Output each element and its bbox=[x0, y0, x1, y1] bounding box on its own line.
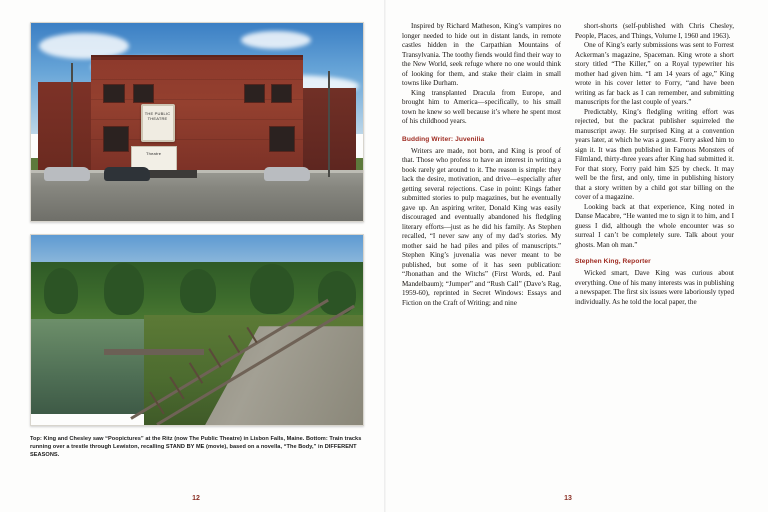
section-heading-juvenilia: Budding Writer: Juvenilia bbox=[402, 135, 485, 143]
page-number-right: 13 bbox=[564, 495, 572, 502]
book-gutter bbox=[384, 0, 386, 512]
paragraph: short-shorts (self-published with Chris Chesley, People, Places, and Things, Volume I, 1960 and 1963). bbox=[575, 22, 734, 40]
parked-car bbox=[264, 167, 310, 181]
adjacent-building-left bbox=[38, 82, 98, 169]
paragraph: Predictably, King’s fledgling writing effort was rejected, but the packrat publisher squirreled the manuscript away. He surprised King at a convention years later, at which he was a guest. Forry asked him to sign it. It was then published in Famous Monsters of Filmland, thirty-three years after King had submitted it. For that story, Forry paid him $25 by check. It may well be the first, and only, time in publishing history that a story written by a child got star billing on the cover of a magazine. bbox=[575, 107, 734, 201]
utility-pole bbox=[71, 63, 73, 178]
paragraph: King transplanted Dracula from Europe, and brought him to America—specifically, to his small town he knew so well because it’s where he spent most of his childhood years. bbox=[402, 88, 561, 125]
theatre-sign-text: Theatre bbox=[146, 150, 162, 156]
left-folio-wrap bbox=[30, 495, 362, 502]
utility-pole bbox=[328, 71, 330, 178]
cloud bbox=[241, 31, 311, 49]
paragraph: Writers are made, not born, and King is proof of that. Those who profess to have an interest in writing a book rarely get around to it. The reason is simple: they lack the desire, motivation, and drive—especially after getting several rejections. Case in point: Kings father submitted stories to pulp magazines, but he eventually gave up. An aspiring writer, Donald King was easily discouraged and eventually abandoned his fledgling literary efforts—just as he did his family. As Stephen recalled, “I never saw any of my dad’s stories. My mother said he had piles and piles of manuscripts.” Stephen King’s juvenalia was never meant to be published, but some of it has seen publication: “Jhonathan and the Witchs” (First Words, ed. Paul Mandelbaum); “Jumper” and “Rush Call” (Dave’s Rag, 1959-60), reprinted in Secret Windows: Essays and Fiction on the Craft of Writing; and nine bbox=[402, 146, 561, 307]
ritz-theatre-photo bbox=[30, 22, 364, 222]
text-columns bbox=[402, 22, 734, 454]
parked-car bbox=[104, 167, 150, 181]
theatre-marquee bbox=[141, 104, 175, 142]
train-tracks-photo bbox=[30, 234, 364, 426]
trestle-bridge bbox=[104, 349, 204, 355]
column-one bbox=[402, 22, 561, 454]
brick-theatre-building bbox=[91, 57, 303, 170]
parked-car bbox=[44, 167, 90, 181]
paragraph: One of King’s early submissions was sent to Forrest Ackerman’s magazine, Spaceman. King wrote a short story titled “The Killer,” on a Royal typewriter his mother had given him. “I am 14 years of age,” King wrote in his cover letter to Forry, “and have been writing as far back as I can remember, and submitting manuscripts for the last couple of years.” bbox=[575, 41, 734, 106]
right-folio-wrap bbox=[402, 495, 734, 502]
paragraph: Inspired by Richard Matheson, King’s vampires no longer needed to hide out in distant lands, in remote castles hidden in the Carpathian Mountains of Transylvania. The toothy fiends would find their way to the New World, seek refuge where no one would think of looking for them, and stake their claim in small towns like Durham. bbox=[402, 22, 561, 87]
paragraph: Looking back at that experience, King noted in Danse Macabre, “He wanted me to sign it to him, and I guess I did, although the whole encounter was so surreal I can’t be completely sure. Talk about your ghosts. Man oh man.” bbox=[575, 202, 734, 249]
column-two bbox=[575, 22, 734, 454]
paragraph: Wicked smart, Dave King was curious about everything. One of his many interests was in publishing a newspaper. The first six issues were laboriously typed individually. As he told the local paper, the bbox=[575, 269, 734, 306]
section-heading-reporter: Stephen King, Reporter bbox=[575, 258, 651, 265]
photo-caption: Top: King and Chesley saw “Poopictures” at the Ritz (now The Public Theatre) in Lisbon Falls, Maine. Bottom: Train tracks running over a trestle through Lewiston, recalling STAND BY ME (movie), based on a novella, “The Body,” in DIFFERENT SEASONS. bbox=[30, 436, 362, 458]
right-page bbox=[384, 0, 768, 512]
page-number-left: 12 bbox=[192, 495, 200, 502]
adjacent-building-right bbox=[303, 88, 356, 169]
marquee-text: THE PUBLIC THEATRE bbox=[144, 111, 171, 122]
